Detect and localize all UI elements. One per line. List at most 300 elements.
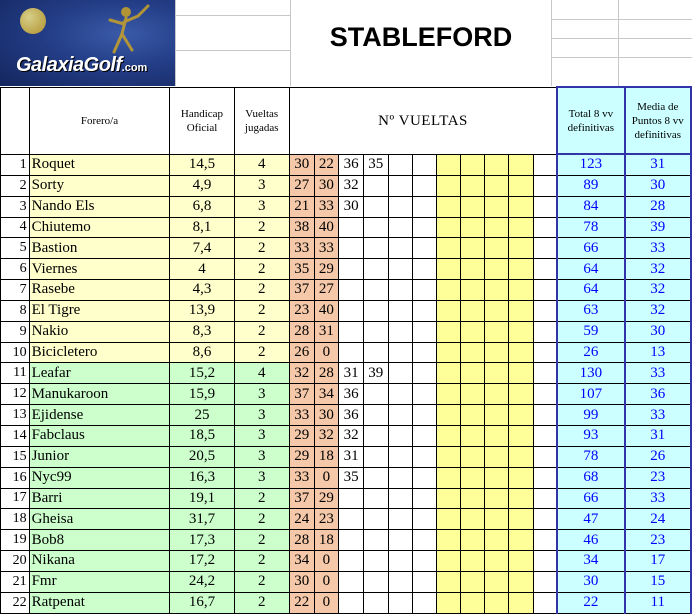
rounds-played-cell[interactable]: 2 bbox=[234, 592, 289, 613]
round-score-cell[interactable]: 37 bbox=[289, 384, 314, 405]
player-name[interactable]: Ejidense bbox=[29, 405, 170, 426]
round-score-cell[interactable]: 29 bbox=[314, 488, 339, 509]
round-score-cell[interactable] bbox=[461, 175, 485, 196]
handicap-cell[interactable]: 24,2 bbox=[170, 571, 234, 592]
galaxiagolf-logo[interactable] bbox=[0, 0, 175, 86]
round-score-cell[interactable] bbox=[412, 405, 436, 426]
header-handicap[interactable]: Handicap Oficial bbox=[170, 87, 234, 154]
round-score-cell[interactable]: 18 bbox=[314, 446, 339, 467]
round-score-cell[interactable] bbox=[436, 509, 460, 530]
round-score-cell[interactable]: 40 bbox=[314, 300, 339, 321]
round-score-cell[interactable] bbox=[388, 363, 412, 384]
round-score-cell[interactable] bbox=[339, 217, 364, 238]
round-score-cell[interactable] bbox=[509, 321, 533, 342]
row-index[interactable]: 6 bbox=[1, 259, 30, 280]
round-score-cell[interactable]: 31 bbox=[314, 321, 339, 342]
round-score-cell[interactable]: 30 bbox=[314, 405, 339, 426]
round-score-cell[interactable] bbox=[485, 300, 509, 321]
round-score-cell[interactable] bbox=[509, 154, 533, 175]
round-score-cell[interactable] bbox=[363, 571, 388, 592]
rounds-played-cell[interactable]: 3 bbox=[234, 405, 289, 426]
round-score-cell[interactable]: 32 bbox=[339, 425, 364, 446]
round-score-cell[interactable] bbox=[461, 342, 485, 363]
round-score-cell[interactable]: 28 bbox=[314, 363, 339, 384]
average-cell[interactable]: 28 bbox=[625, 196, 691, 217]
round-score-cell[interactable]: 36 bbox=[339, 384, 364, 405]
round-score-cell[interactable] bbox=[412, 551, 436, 572]
round-score-cell[interactable]: 31 bbox=[339, 363, 364, 384]
round-score-cell[interactable] bbox=[339, 592, 364, 613]
handicap-cell[interactable]: 7,4 bbox=[170, 238, 234, 259]
round-score-cell[interactable] bbox=[388, 342, 412, 363]
round-score-cell[interactable] bbox=[388, 467, 412, 488]
average-cell[interactable]: 31 bbox=[625, 425, 691, 446]
round-score-cell[interactable]: 33 bbox=[289, 238, 314, 259]
round-score-cell[interactable] bbox=[485, 321, 509, 342]
round-score-cell[interactable] bbox=[339, 280, 364, 301]
player-name[interactable]: Nyc99 bbox=[29, 467, 170, 488]
rounds-played-cell[interactable]: 3 bbox=[234, 425, 289, 446]
row-index[interactable]: 1 bbox=[1, 154, 30, 175]
round-score-cell[interactable] bbox=[436, 154, 460, 175]
round-score-cell[interactable] bbox=[509, 259, 533, 280]
total-cell[interactable]: 64 bbox=[557, 259, 624, 280]
round-score-cell[interactable] bbox=[436, 425, 460, 446]
total-cell[interactable]: 34 bbox=[557, 551, 624, 572]
round-score-cell[interactable] bbox=[363, 592, 388, 613]
round-score-cell[interactable] bbox=[436, 175, 460, 196]
round-score-cell[interactable] bbox=[436, 405, 460, 426]
round-score-cell[interactable] bbox=[485, 405, 509, 426]
round-score-cell[interactable] bbox=[461, 259, 485, 280]
rounds-played-cell[interactable]: 3 bbox=[234, 384, 289, 405]
rounds-played-cell[interactable]: 2 bbox=[234, 551, 289, 572]
round-score-cell[interactable] bbox=[388, 196, 412, 217]
average-cell[interactable]: 23 bbox=[625, 467, 691, 488]
round-score-cell[interactable]: 0 bbox=[314, 592, 339, 613]
round-score-cell[interactable] bbox=[388, 238, 412, 259]
rounds-played-cell[interactable]: 2 bbox=[234, 300, 289, 321]
round-score-cell[interactable]: 29 bbox=[289, 446, 314, 467]
round-score-cell[interactable] bbox=[412, 300, 436, 321]
round-score-cell[interactable] bbox=[509, 363, 533, 384]
player-name[interactable]: Barri bbox=[29, 488, 170, 509]
total-cell[interactable]: 64 bbox=[557, 280, 624, 301]
rounds-played-cell[interactable]: 2 bbox=[234, 530, 289, 551]
round-score-cell[interactable] bbox=[363, 509, 388, 530]
row-index[interactable]: 19 bbox=[1, 530, 30, 551]
average-cell[interactable]: 23 bbox=[625, 530, 691, 551]
total-cell[interactable]: 66 bbox=[557, 488, 624, 509]
round-score-cell[interactable] bbox=[339, 342, 364, 363]
round-score-cell[interactable] bbox=[412, 384, 436, 405]
round-score-cell[interactable] bbox=[509, 175, 533, 196]
total-cell[interactable]: 130 bbox=[557, 363, 624, 384]
round-score-cell[interactable] bbox=[461, 405, 485, 426]
round-score-cell[interactable]: 30 bbox=[339, 196, 364, 217]
rounds-played-cell[interactable]: 2 bbox=[234, 238, 289, 259]
round-score-cell[interactable] bbox=[485, 217, 509, 238]
round-score-cell[interactable]: 27 bbox=[314, 280, 339, 301]
row-index[interactable]: 18 bbox=[1, 509, 30, 530]
total-cell[interactable]: 26 bbox=[557, 342, 624, 363]
round-score-cell[interactable] bbox=[533, 467, 557, 488]
round-score-cell[interactable]: 28 bbox=[289, 530, 314, 551]
round-score-cell[interactable] bbox=[485, 592, 509, 613]
round-score-cell[interactable]: 30 bbox=[289, 571, 314, 592]
player-name[interactable]: Junior bbox=[29, 446, 170, 467]
player-name[interactable]: Bicicletero bbox=[29, 342, 170, 363]
round-score-cell[interactable] bbox=[363, 467, 388, 488]
round-score-cell[interactable] bbox=[533, 342, 557, 363]
round-score-cell[interactable] bbox=[461, 321, 485, 342]
round-score-cell[interactable] bbox=[436, 446, 460, 467]
round-score-cell[interactable] bbox=[412, 280, 436, 301]
row-index[interactable]: 17 bbox=[1, 488, 30, 509]
average-cell[interactable]: 33 bbox=[625, 238, 691, 259]
round-score-cell[interactable] bbox=[412, 342, 436, 363]
round-score-cell[interactable]: 0 bbox=[314, 467, 339, 488]
row-index[interactable]: 8 bbox=[1, 300, 30, 321]
round-score-cell[interactable] bbox=[339, 238, 364, 259]
round-score-cell[interactable]: 18 bbox=[314, 530, 339, 551]
round-score-cell[interactable]: 38 bbox=[289, 217, 314, 238]
round-score-cell[interactable] bbox=[485, 571, 509, 592]
player-name[interactable]: Gheisa bbox=[29, 509, 170, 530]
average-cell[interactable]: 33 bbox=[625, 488, 691, 509]
round-score-cell[interactable] bbox=[485, 342, 509, 363]
total-cell[interactable]: 99 bbox=[557, 405, 624, 426]
round-score-cell[interactable]: 0 bbox=[314, 571, 339, 592]
handicap-cell[interactable]: 18,5 bbox=[170, 425, 234, 446]
round-score-cell[interactable] bbox=[388, 154, 412, 175]
round-score-cell[interactable] bbox=[461, 425, 485, 446]
round-score-cell[interactable] bbox=[388, 321, 412, 342]
round-score-cell[interactable] bbox=[412, 488, 436, 509]
handicap-cell[interactable]: 15,2 bbox=[170, 363, 234, 384]
round-score-cell[interactable] bbox=[461, 509, 485, 530]
round-score-cell[interactable] bbox=[509, 467, 533, 488]
round-score-cell[interactable] bbox=[509, 488, 533, 509]
total-cell[interactable]: 68 bbox=[557, 467, 624, 488]
row-index[interactable]: 4 bbox=[1, 217, 30, 238]
round-score-cell[interactable]: 23 bbox=[314, 509, 339, 530]
round-score-cell[interactable] bbox=[509, 551, 533, 572]
round-score-cell[interactable] bbox=[485, 509, 509, 530]
round-score-cell[interactable] bbox=[363, 217, 388, 238]
round-score-cell[interactable] bbox=[412, 571, 436, 592]
average-cell[interactable]: 24 bbox=[625, 509, 691, 530]
rounds-played-cell[interactable]: 4 bbox=[234, 154, 289, 175]
round-score-cell[interactable]: 27 bbox=[289, 175, 314, 196]
round-score-cell[interactable] bbox=[461, 551, 485, 572]
player-name[interactable]: Ratpenat bbox=[29, 592, 170, 613]
handicap-cell[interactable]: 15,9 bbox=[170, 384, 234, 405]
round-score-cell[interactable] bbox=[533, 154, 557, 175]
round-score-cell[interactable]: 37 bbox=[289, 280, 314, 301]
row-index[interactable]: 3 bbox=[1, 196, 30, 217]
row-index[interactable]: 10 bbox=[1, 342, 30, 363]
row-index[interactable]: 11 bbox=[1, 363, 30, 384]
round-score-cell[interactable] bbox=[388, 571, 412, 592]
round-score-cell[interactable] bbox=[388, 175, 412, 196]
total-cell[interactable]: 78 bbox=[557, 217, 624, 238]
round-score-cell[interactable] bbox=[509, 592, 533, 613]
round-score-cell[interactable] bbox=[533, 488, 557, 509]
round-score-cell[interactable] bbox=[412, 592, 436, 613]
header-vueltas-jugadas[interactable]: Vueltas jugadas bbox=[234, 87, 289, 154]
handicap-cell[interactable]: 16,3 bbox=[170, 467, 234, 488]
player-name[interactable]: Fmr bbox=[29, 571, 170, 592]
round-score-cell[interactable] bbox=[461, 446, 485, 467]
round-score-cell[interactable] bbox=[363, 446, 388, 467]
round-score-cell[interactable] bbox=[363, 321, 388, 342]
round-score-cell[interactable]: 32 bbox=[289, 363, 314, 384]
header-media[interactable]: Media de Puntos 8 vv definitivas bbox=[625, 87, 691, 154]
round-score-cell[interactable] bbox=[485, 488, 509, 509]
round-score-cell[interactable]: 22 bbox=[314, 154, 339, 175]
round-score-cell[interactable] bbox=[388, 280, 412, 301]
player-name[interactable]: Nikana bbox=[29, 551, 170, 572]
round-score-cell[interactable]: 36 bbox=[339, 405, 364, 426]
rounds-played-cell[interactable]: 3 bbox=[234, 196, 289, 217]
round-score-cell[interactable]: 32 bbox=[339, 175, 364, 196]
round-score-cell[interactable] bbox=[363, 384, 388, 405]
average-cell[interactable]: 11 bbox=[625, 592, 691, 613]
round-score-cell[interactable] bbox=[412, 154, 436, 175]
player-name[interactable]: Leafar bbox=[29, 363, 170, 384]
round-score-cell[interactable] bbox=[436, 488, 460, 509]
round-score-cell[interactable]: 30 bbox=[289, 154, 314, 175]
round-score-cell[interactable] bbox=[388, 259, 412, 280]
round-score-cell[interactable] bbox=[363, 175, 388, 196]
round-score-cell[interactable] bbox=[533, 425, 557, 446]
player-name[interactable]: Bob8 bbox=[29, 530, 170, 551]
total-cell[interactable]: 89 bbox=[557, 175, 624, 196]
round-score-cell[interactable] bbox=[339, 530, 364, 551]
average-cell[interactable]: 32 bbox=[625, 259, 691, 280]
round-score-cell[interactable] bbox=[509, 571, 533, 592]
row-index[interactable]: 12 bbox=[1, 384, 30, 405]
total-cell[interactable]: 63 bbox=[557, 300, 624, 321]
round-score-cell[interactable] bbox=[461, 300, 485, 321]
average-cell[interactable]: 17 bbox=[625, 551, 691, 572]
round-score-cell[interactable] bbox=[412, 446, 436, 467]
round-score-cell[interactable] bbox=[485, 196, 509, 217]
row-index[interactable]: 5 bbox=[1, 238, 30, 259]
round-score-cell[interactable]: 37 bbox=[289, 488, 314, 509]
round-score-cell[interactable] bbox=[339, 321, 364, 342]
round-score-cell[interactable]: 33 bbox=[289, 467, 314, 488]
round-score-cell[interactable]: 40 bbox=[314, 217, 339, 238]
round-score-cell[interactable] bbox=[412, 425, 436, 446]
player-name[interactable]: Sorty bbox=[29, 175, 170, 196]
total-cell[interactable]: 123 bbox=[557, 154, 624, 175]
row-index[interactable]: 2 bbox=[1, 175, 30, 196]
round-score-cell[interactable] bbox=[412, 530, 436, 551]
round-score-cell[interactable]: 0 bbox=[314, 342, 339, 363]
header-total[interactable]: Total 8 vv definitivas bbox=[557, 87, 624, 154]
round-score-cell[interactable] bbox=[388, 405, 412, 426]
average-cell[interactable]: 32 bbox=[625, 300, 691, 321]
round-score-cell[interactable] bbox=[533, 405, 557, 426]
round-score-cell[interactable] bbox=[485, 467, 509, 488]
row-index[interactable]: 13 bbox=[1, 405, 30, 426]
rounds-played-cell[interactable]: 3 bbox=[234, 446, 289, 467]
row-index[interactable]: 7 bbox=[1, 280, 30, 301]
round-score-cell[interactable]: 31 bbox=[339, 446, 364, 467]
round-score-cell[interactable]: 34 bbox=[314, 384, 339, 405]
round-score-cell[interactable] bbox=[533, 363, 557, 384]
round-score-cell[interactable] bbox=[388, 384, 412, 405]
round-score-cell[interactable] bbox=[485, 238, 509, 259]
round-score-cell[interactable] bbox=[388, 446, 412, 467]
round-score-cell[interactable] bbox=[339, 259, 364, 280]
player-name[interactable]: Bastion bbox=[29, 238, 170, 259]
header-forero[interactable]: Forero/a bbox=[29, 87, 170, 154]
round-score-cell[interactable] bbox=[436, 300, 460, 321]
round-score-cell[interactable] bbox=[461, 384, 485, 405]
round-score-cell[interactable] bbox=[533, 446, 557, 467]
round-score-cell[interactable]: 36 bbox=[339, 154, 364, 175]
round-score-cell[interactable] bbox=[461, 217, 485, 238]
average-cell[interactable]: 39 bbox=[625, 217, 691, 238]
round-score-cell[interactable] bbox=[533, 384, 557, 405]
round-score-cell[interactable] bbox=[533, 175, 557, 196]
round-score-cell[interactable] bbox=[412, 509, 436, 530]
total-cell[interactable]: 78 bbox=[557, 446, 624, 467]
round-score-cell[interactable] bbox=[509, 342, 533, 363]
row-index[interactable]: 22 bbox=[1, 592, 30, 613]
round-score-cell[interactable]: 24 bbox=[289, 509, 314, 530]
rounds-played-cell[interactable]: 2 bbox=[234, 509, 289, 530]
player-name[interactable]: Manukaroon bbox=[29, 384, 170, 405]
average-cell[interactable]: 13 bbox=[625, 342, 691, 363]
round-score-cell[interactable] bbox=[363, 530, 388, 551]
round-score-cell[interactable] bbox=[509, 384, 533, 405]
round-score-cell[interactable] bbox=[363, 405, 388, 426]
round-score-cell[interactable] bbox=[363, 238, 388, 259]
round-score-cell[interactable] bbox=[412, 217, 436, 238]
round-score-cell[interactable] bbox=[363, 488, 388, 509]
average-cell[interactable]: 30 bbox=[625, 175, 691, 196]
round-score-cell[interactable] bbox=[509, 509, 533, 530]
handicap-cell[interactable]: 20,5 bbox=[170, 446, 234, 467]
round-score-cell[interactable] bbox=[509, 280, 533, 301]
row-index[interactable]: 21 bbox=[1, 571, 30, 592]
round-score-cell[interactable] bbox=[339, 300, 364, 321]
round-score-cell[interactable] bbox=[485, 280, 509, 301]
round-score-cell[interactable] bbox=[461, 196, 485, 217]
round-score-cell[interactable] bbox=[436, 259, 460, 280]
round-score-cell[interactable] bbox=[461, 488, 485, 509]
round-score-cell[interactable] bbox=[412, 259, 436, 280]
round-score-cell[interactable]: 0 bbox=[314, 551, 339, 572]
round-score-cell[interactable] bbox=[436, 342, 460, 363]
round-score-cell[interactable]: 21 bbox=[289, 196, 314, 217]
rounds-played-cell[interactable]: 2 bbox=[234, 217, 289, 238]
handicap-cell[interactable]: 13,9 bbox=[170, 300, 234, 321]
row-index[interactable]: 20 bbox=[1, 551, 30, 572]
handicap-cell[interactable]: 25 bbox=[170, 405, 234, 426]
player-name[interactable]: Viernes bbox=[29, 259, 170, 280]
round-score-cell[interactable]: 29 bbox=[314, 259, 339, 280]
handicap-cell[interactable]: 4,9 bbox=[170, 175, 234, 196]
round-score-cell[interactable] bbox=[485, 175, 509, 196]
round-score-cell[interactable] bbox=[533, 196, 557, 217]
round-score-cell[interactable] bbox=[339, 488, 364, 509]
round-score-cell[interactable] bbox=[363, 425, 388, 446]
round-score-cell[interactable] bbox=[363, 259, 388, 280]
round-score-cell[interactable] bbox=[533, 300, 557, 321]
round-score-cell[interactable] bbox=[533, 238, 557, 259]
player-name[interactable]: Nakio bbox=[29, 321, 170, 342]
round-score-cell[interactable] bbox=[388, 551, 412, 572]
round-score-cell[interactable]: 33 bbox=[289, 405, 314, 426]
round-score-cell[interactable] bbox=[412, 363, 436, 384]
player-name[interactable]: Chiutemo bbox=[29, 217, 170, 238]
round-score-cell[interactable]: 35 bbox=[289, 259, 314, 280]
handicap-cell[interactable]: 8,6 bbox=[170, 342, 234, 363]
round-score-cell[interactable] bbox=[363, 196, 388, 217]
handicap-cell[interactable]: 17,3 bbox=[170, 530, 234, 551]
round-score-cell[interactable] bbox=[485, 530, 509, 551]
total-cell[interactable]: 84 bbox=[557, 196, 624, 217]
total-cell[interactable]: 93 bbox=[557, 425, 624, 446]
handicap-cell[interactable]: 16,7 bbox=[170, 592, 234, 613]
round-score-cell[interactable] bbox=[533, 321, 557, 342]
round-score-cell[interactable] bbox=[388, 300, 412, 321]
round-score-cell[interactable] bbox=[363, 280, 388, 301]
handicap-cell[interactable]: 4,3 bbox=[170, 280, 234, 301]
row-index[interactable]: 14 bbox=[1, 425, 30, 446]
round-score-cell[interactable] bbox=[388, 509, 412, 530]
round-score-cell[interactable] bbox=[533, 259, 557, 280]
handicap-cell[interactable]: 8,1 bbox=[170, 217, 234, 238]
handicap-cell[interactable]: 6,8 bbox=[170, 196, 234, 217]
round-score-cell[interactable]: 33 bbox=[314, 238, 339, 259]
average-cell[interactable]: 33 bbox=[625, 363, 691, 384]
rounds-played-cell[interactable]: 3 bbox=[234, 175, 289, 196]
round-score-cell[interactable] bbox=[461, 238, 485, 259]
round-score-cell[interactable] bbox=[388, 217, 412, 238]
row-index[interactable]: 9 bbox=[1, 321, 30, 342]
average-cell[interactable]: 36 bbox=[625, 384, 691, 405]
average-cell[interactable]: 33 bbox=[625, 405, 691, 426]
player-name[interactable]: Nando Els bbox=[29, 196, 170, 217]
round-score-cell[interactable] bbox=[339, 509, 364, 530]
total-cell[interactable]: 30 bbox=[557, 571, 624, 592]
round-score-cell[interactable] bbox=[436, 467, 460, 488]
round-score-cell[interactable] bbox=[436, 217, 460, 238]
round-score-cell[interactable] bbox=[436, 530, 460, 551]
average-cell[interactable]: 26 bbox=[625, 446, 691, 467]
round-score-cell[interactable] bbox=[485, 384, 509, 405]
player-name[interactable]: Roquet bbox=[29, 154, 170, 175]
round-score-cell[interactable] bbox=[485, 154, 509, 175]
round-score-cell[interactable] bbox=[388, 530, 412, 551]
round-score-cell[interactable] bbox=[485, 425, 509, 446]
round-score-cell[interactable] bbox=[436, 363, 460, 384]
handicap-cell[interactable]: 19,1 bbox=[170, 488, 234, 509]
handicap-cell[interactable]: 14,5 bbox=[170, 154, 234, 175]
round-score-cell[interactable] bbox=[436, 592, 460, 613]
average-cell[interactable]: 32 bbox=[625, 280, 691, 301]
total-cell[interactable]: 59 bbox=[557, 321, 624, 342]
rounds-played-cell[interactable]: 2 bbox=[234, 259, 289, 280]
round-score-cell[interactable] bbox=[339, 571, 364, 592]
round-score-cell[interactable] bbox=[388, 425, 412, 446]
